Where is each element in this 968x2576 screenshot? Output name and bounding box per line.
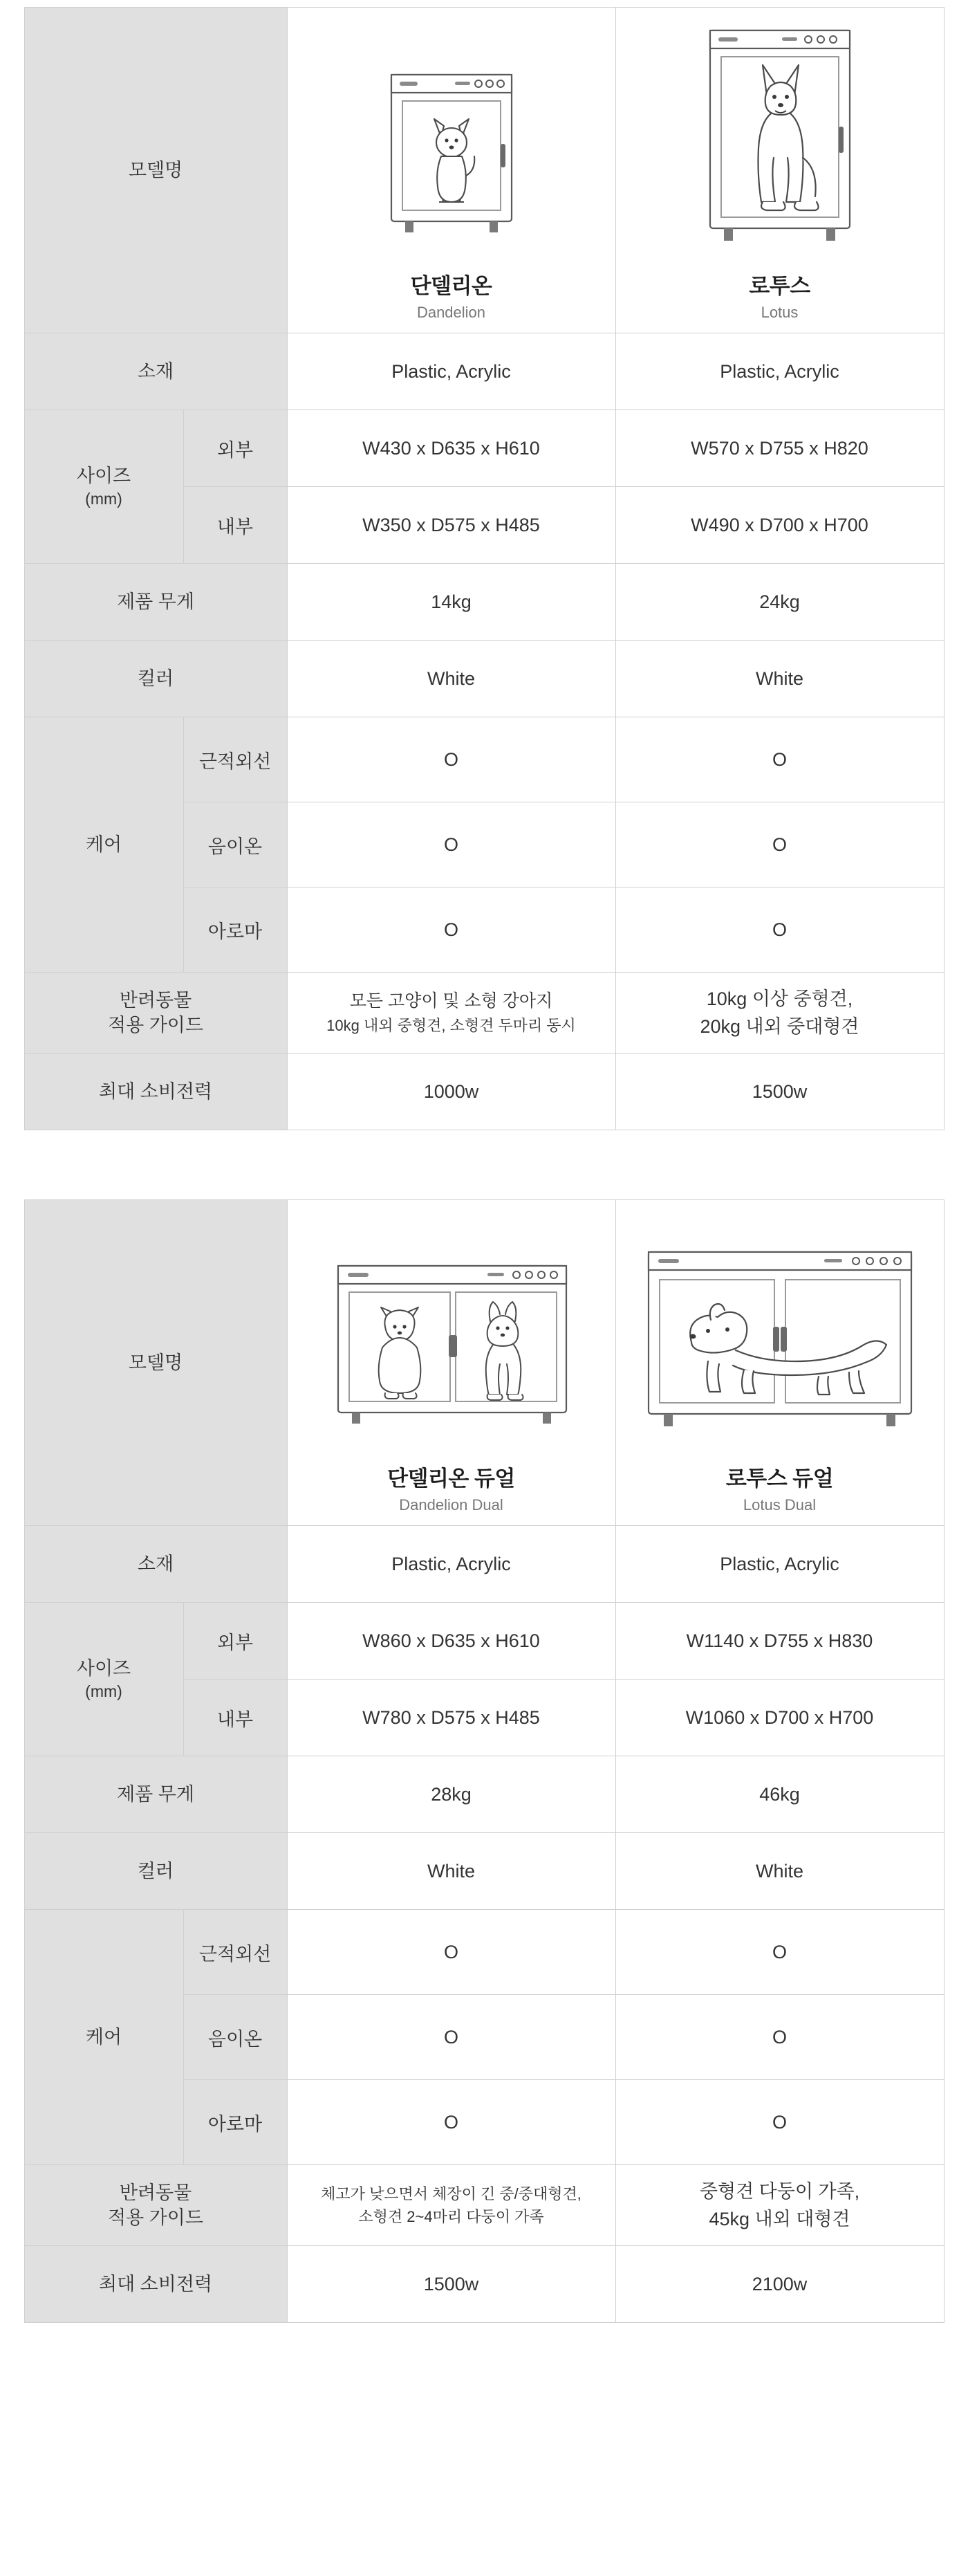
value-power-col1: 1500w: [287, 2246, 615, 2323]
row-label-material: 소재: [24, 1526, 287, 1603]
chihuahua-single-cabinet-icon: [288, 19, 615, 261]
table-row-size-outer: [24, 1603, 944, 1680]
row-label-color: 컬러: [24, 1833, 287, 1910]
table-row-weight: [24, 564, 944, 641]
value-weight-col1: 28kg: [287, 1756, 615, 1833]
guide-sub-col1: 소형견 2~4마리 다둥이 가족: [358, 2208, 544, 2225]
row-sublabel-care-2: 아로마: [183, 2080, 287, 2165]
row-label-power: 최대 소비전력: [24, 2246, 287, 2323]
model-name: 로투스: [749, 273, 810, 298]
value-size-outer-col2: W570 x D755 x H820: [615, 410, 944, 487]
large-dog-dual-cabinet-icon: [616, 1212, 944, 1454]
guide-sub-col1: 10kg 내외 중형견, 소형견 두마리 동시: [326, 1016, 576, 1034]
value-material-col1: Plastic, Acrylic: [287, 1526, 615, 1603]
model-name-en: Lotus: [761, 303, 799, 321]
row-label-size-unit: (mm): [85, 1682, 122, 1701]
table-row-color: [24, 1833, 944, 1910]
model-name-en: Lotus Dual: [743, 1496, 817, 1514]
model-name-en: Dandelion: [416, 303, 486, 321]
value-color-col1: White: [287, 641, 615, 717]
guide-main-col2: 중형견 다둥이 가족,: [699, 2180, 860, 2202]
spec-table-dual: [24, 1199, 944, 2323]
model-cell-dandelion: [287, 8, 615, 333]
value-care-2-col2: O: [615, 887, 944, 973]
value-care-2-col1: O: [287, 887, 615, 973]
row-label-size-text: 사이즈: [76, 465, 131, 486]
row-label-size: [24, 1603, 183, 1756]
table-row-model: [24, 8, 944, 333]
row-label-guide-line1: 반려동물: [119, 2182, 192, 2203]
value-care-0-col2: O: [615, 1910, 944, 1995]
value-guide-col1: [287, 2165, 615, 2246]
value-care-0-col1: O: [287, 717, 615, 802]
table-row-care-1: [24, 717, 944, 802]
guide-sub-col2: 20kg 내외 중대형견: [700, 1016, 859, 1037]
table-row-guide: [24, 2165, 944, 2246]
guide-sub-col2: 45kg 내외 대형견: [709, 2209, 850, 2229]
model-name-en: Dandelion Dual: [399, 1496, 503, 1514]
table-row-material: [24, 333, 944, 410]
spec-table-single: [24, 7, 944, 1130]
value-size-outer-col1: W860 x D635 x H610: [287, 1603, 615, 1680]
value-weight-col2: 46kg: [615, 1756, 944, 1833]
row-label-model: 모델명: [24, 8, 287, 333]
row-sublabel-outer: 외부: [183, 1603, 287, 1680]
value-size-inner-col1: W350 x D575 x H485: [287, 487, 615, 564]
value-care-1-col2: O: [615, 802, 944, 887]
value-size-inner-col1: W780 x D575 x H485: [287, 1680, 615, 1756]
value-color-col2: White: [615, 641, 944, 717]
value-size-outer-col2: W1140 x D755 x H830: [615, 1603, 944, 1680]
value-color-col1: White: [287, 1833, 615, 1910]
model-cell-dandelion-dual: [287, 1200, 615, 1526]
value-guide-col2: [615, 973, 944, 1054]
model-cell-lotus: [615, 8, 944, 333]
row-sublabel-care-0: 근적외선: [183, 717, 287, 802]
row-sublabel-care-2: 아로마: [183, 887, 287, 973]
row-label-care: 케어: [24, 1910, 183, 2165]
value-weight-col2: 24kg: [615, 564, 944, 641]
row-label-material: 소재: [24, 333, 287, 410]
model-name: 단델리온: [410, 273, 492, 298]
value-care-0-col1: O: [287, 1910, 615, 1995]
value-weight-col1: 14kg: [287, 564, 615, 641]
row-label-size-unit: (mm): [85, 490, 122, 508]
table-row-material: [24, 1526, 944, 1603]
row-sublabel-inner: 내부: [183, 487, 287, 564]
value-color-col2: White: [615, 1833, 944, 1910]
row-label-size-text: 사이즈: [76, 1657, 131, 1679]
value-care-1-col1: O: [287, 1995, 615, 2080]
row-label-weight: 제품 무게: [24, 564, 287, 641]
table-row-power: [24, 1054, 944, 1130]
row-label-guide: [24, 973, 287, 1054]
value-power-col2: 1500w: [615, 1054, 944, 1130]
row-label-power: 최대 소비전력: [24, 1054, 287, 1130]
table-row-power: [24, 2246, 944, 2323]
table-row-care-1: [24, 1910, 944, 1995]
table-row-weight: [24, 1756, 944, 1833]
value-material-col1: Plastic, Acrylic: [287, 333, 615, 410]
row-label-model: 모델명: [24, 1200, 287, 1526]
model-cell-lotus-dual: [615, 1200, 944, 1526]
guide-main-col1: 모든 고양이 및 소형 강아지: [349, 991, 553, 1011]
table-row-guide: [24, 973, 944, 1054]
row-sublabel-outer: 외부: [183, 410, 287, 487]
value-material-col2: Plastic, Acrylic: [615, 1526, 944, 1603]
value-care-2-col2: O: [615, 2080, 944, 2165]
value-size-inner-col2: W1060 x D700 x H700: [615, 1680, 944, 1756]
row-label-guide-line2: 적용 가이드: [108, 2207, 203, 2228]
value-care-1-col2: O: [615, 1995, 944, 2080]
model-name: 로투스 듀얼: [725, 1466, 834, 1491]
value-material-col2: Plastic, Acrylic: [615, 333, 944, 410]
value-guide-col2: [615, 2165, 944, 2246]
model-name: 단델리온 듀얼: [387, 1466, 515, 1491]
value-power-col2: 2100w: [615, 2246, 944, 2323]
value-care-2-col1: O: [287, 2080, 615, 2165]
row-label-color: 컬러: [24, 641, 287, 717]
guide-main-col1: 체고가 낮으면서 체장이 긴 중/중대형견,: [321, 2185, 581, 2202]
value-power-col1: 1000w: [287, 1054, 615, 1130]
row-sublabel-care-1: 음이온: [183, 1995, 287, 2080]
value-care-1-col1: O: [287, 802, 615, 887]
row-sublabel-care-1: 음이온: [183, 802, 287, 887]
table-row-color: [24, 641, 944, 717]
table-row-model: [24, 1200, 944, 1526]
value-care-0-col2: O: [615, 717, 944, 802]
row-label-guide-line1: 반려동물: [119, 989, 192, 1011]
row-label-weight: 제품 무게: [24, 1756, 287, 1833]
row-label-care: 케어: [24, 717, 183, 973]
table-row-size-outer: [24, 410, 944, 487]
value-size-inner-col2: W490 x D700 x H700: [615, 487, 944, 564]
value-guide-col1: [287, 973, 615, 1054]
row-sublabel-inner: 내부: [183, 1680, 287, 1756]
row-sublabel-care-0: 근적외선: [183, 1910, 287, 1995]
row-label-guide-line2: 적용 가이드: [108, 1015, 203, 1036]
row-label-guide: [24, 2165, 287, 2246]
value-size-outer-col1: W430 x D635 x H610: [287, 410, 615, 487]
row-label-size: [24, 410, 183, 564]
guide-main-col2: 10kg 이상 중형견,: [706, 988, 853, 1009]
two-dogs-dual-cabinet-icon: [288, 1212, 615, 1454]
shepherd-single-cabinet-icon: [616, 19, 944, 261]
